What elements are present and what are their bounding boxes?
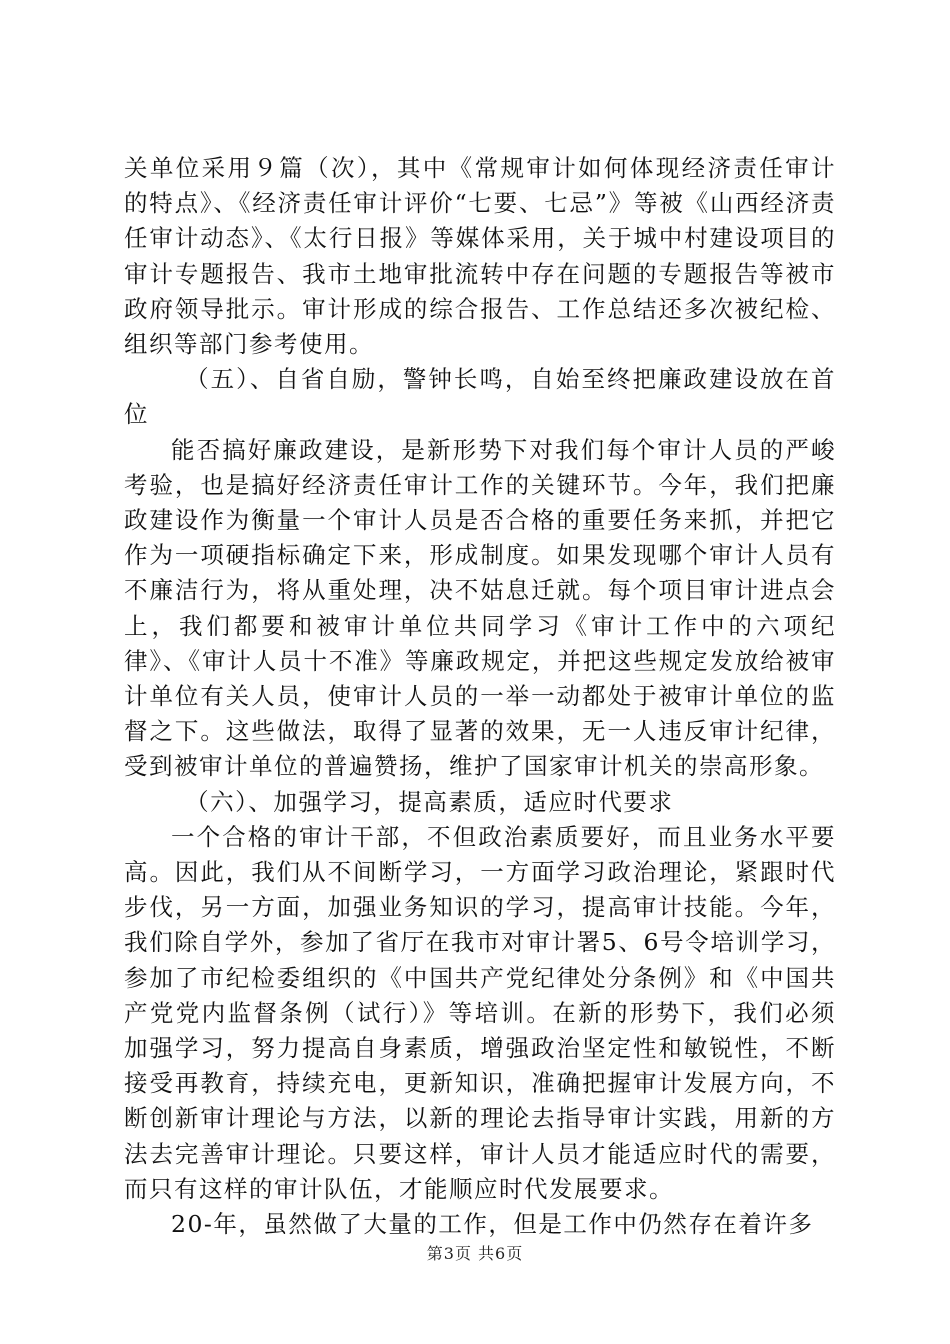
document-body xyxy=(124,151,836,1242)
page-number-footer: 第3页 共6页 xyxy=(426,1244,524,1263)
paragraph-integrity: 能否搞好廉政建设，是新形势下对我们每个审计人员的严峻考验，也是搞好经济责任审计工作的关键环节。今年，我们把廉政建设作为衡量一个审计人员是否合格的重要任务来抓，并把它作为一项硬指标确定下来，形成制度。如果发现哪个审计人员有不廉洁行为，将从重处理，决不姑息迁就。每个项目审计进点会上，我们都要和被审计单位共同学习《审计工作中的六项纪律》、《审计人员十不准》等廉政规定，并把这些规定发放给被审计单位有关人员，使审计人员的一举一动都处于被审计单位的监督之下。这些做法，取得了显著的效果，无一人违反审计纪律，受到被审计单位的普遍赞扬，维护了国家审计机关的崇高形象。 xyxy=(124,435,836,781)
paragraph-study: 一个合格的审计干部，不但政治素质要好，而且业务水平要高。因此，我们从不间断学习，一方面学习政治理论，紧跟时代步伐，另一方面，加强业务知识的学习，提高审计技能。今年，我们除自学外，参加了省厅在我市对审计署5、6号令培训学习，参加了市纪检委组织的《中国共产党纪律处分条例》和《中国共产党党内监督条例（试行）》等培训。在新的形势下，我们必须加强学习，努力提高自身素质，增强政治坚定性和敏锐性，不断接受再教育，持续充电，更新知识，准确把握审计发展方向，不断创新审计理论与方法，以新的理论去指导审计实践，用新的方法去完善审计理论。只要这样，审计人员才能适应时代的需要，而只有这样的审计队伍，才能顺应时代发展要求。 xyxy=(124,822,836,1203)
paragraph-summary-start: 20-年，虽然做了大量的工作，但是工作中仍然存在着许多 xyxy=(171,1210,814,1239)
section-heading-six: （六）、加强学习，提高素质，适应时代要求 xyxy=(185,787,674,816)
paragraph-continuation: 关单位采用９篇（次），其中《常规审计如何体现经济责任审计的特点》、《经济责任审计评价“七要、七忌”》等被《山西经济责任审计动态》、《太行日报》等媒体采用，关于城中村建设项目的审计专题报告、我市土地审批流转中存在问题的专题报告等被市政府领导批示。审计形成的综合报告、工作总结还多次被纪检、组织等部门参考使用。 xyxy=(124,154,836,359)
section-heading-five: （五）、自省自励，警钟长鸣，自始至终把廉政建设放在首位 xyxy=(124,365,836,429)
